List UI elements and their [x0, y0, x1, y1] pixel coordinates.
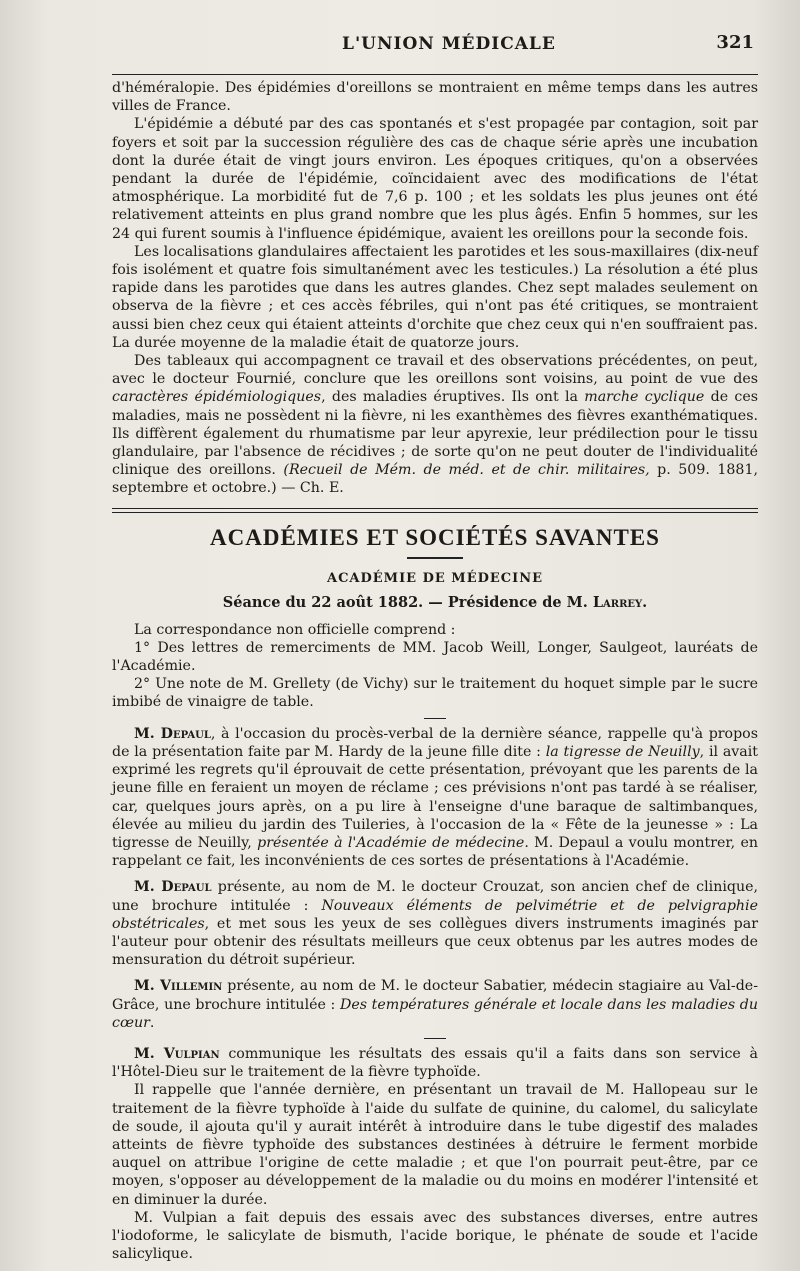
emphasis: présentée à l'Académie de médecine [257, 834, 525, 851]
villemin-paragraph [112, 977, 758, 1032]
text-span: Des tableaux qui accompagnent ce travail et des observations précédentes, on peut, avec le docteur Fournié, conclure que les oreillons sont voisins, au point de vue des [112, 353, 758, 388]
reference: (Recueil de Mém. de méd. et de chir. militaires, [283, 462, 650, 479]
text-span: de ces maladies, mais ne possèdent ni la fièvre, ni les exanthèmes des fièvres exanthématiques. Ils diffèrent également du rhumatisme par leur apyrexie, leur prédilection pour le tissu glandulaire, par l'absence de récidives ; de sorte qu'on ne peut douter de l'individualité clinique des oreillons. [112, 389, 759, 479]
text-span: , à l'occasion du procès-verbal de la dernière séance, rappelle qu'à propos de la présentation faite par M. Hardy de la jeune fille dite : [112, 725, 759, 760]
title-rule [407, 557, 463, 559]
small-divider [424, 1038, 446, 1039]
intro-paragraph-1: d'héméralopie. Des épidémies d'oreillons se montraient en même temps dans les autres villes de France. [112, 80, 758, 115]
emphasis: Des températures générale et locale dans les maladies du cœur [112, 996, 759, 1031]
vulpian-paragraph-3: M. Vulpian a fait depuis des essais avec des substances diverses, entre autres l'iodoforme, le salicylate de bismuth, l'acide borique, le phénate de soude et l'acide salicylique. [112, 1209, 758, 1263]
text-span: . [149, 1014, 155, 1031]
section-divider [112, 508, 758, 513]
intro-paragraph-3: Les localisations glandulaires affectaient les parotides et les sous-maxillaires (dix-neuf fois isolément et quatre fois simultanément avec les testicules.) La résolution a été plus rapide dans les parotides que dans les autres glandes. Chez sept malades seulement on observa de la fièvre ; et ces accès fébriles, qui n'ont pas été critiques, se montraient aussi bien chez ceux qui étaient atteints d'orchite que chez ceux qui n'en souffraient pas. La durée moyenne de la maladie était de quatorze jours. [112, 243, 758, 351]
subsection-title: ACADÉMIE DE MÉDECINE [326, 570, 543, 586]
president-name: Larrey [592, 593, 643, 611]
emphasis: marche cyclique [584, 389, 705, 406]
speaker-name: M. Depaul [134, 725, 211, 742]
text-span: p. 509. 1881, septembre et octobre.) — Ch. E. [112, 462, 758, 497]
page-header [112, 28, 758, 62]
text-span: . [642, 593, 648, 611]
speaker-name: M. Vulpian [134, 1045, 220, 1062]
text-span: Séance du 22 août 1882. — Présidence de M. [222, 593, 593, 611]
emphasis: Nouveaux éléments de pelvimétrie et de pelvigraphie obstétricales [112, 897, 758, 932]
small-divider [424, 718, 446, 719]
header-rule [112, 74, 758, 75]
speaker-name: M. Villemin [134, 978, 223, 995]
correspondance-intro: La correspondance non officielle comprend : [134, 621, 456, 638]
correspondance-item-1: 1° Des lettres de remerciments de MM. Jacob Weill, Longer, Saulgeot, lauréats de l'Académie. [112, 639, 758, 675]
vulpian-paragraph-1 [112, 1045, 758, 1081]
running-title: L'UNION MÉDICALE [342, 34, 556, 54]
text-span: . M. Depaul a voulu montrer, en rappelant ce fait, les inconvénients de ces sortes de présentations à l'Académie. [112, 834, 759, 870]
text-span: , et met sous les yeux de ses collègues divers instruments imaginés par l'auteur pour obtenir des résultats meilleurs que ceux obtenus par les autres modes de mensuration du détroit supérieur. [112, 915, 758, 969]
page-number: 321 [716, 32, 754, 53]
vulpian-paragraph-2: Il rappelle que l'année dernière, en présentant un travail de M. Hallopeau sur le traitement de la fièvre typhoïde à l'aide du sulfate de quinine, du calomel, du salicylate de soude, il ajouta qu'il y aurait intérêt à introduire dans le tube digestif des malades atteints de fièvre typhoïde des substances destinées à détruire le ferment morbide auquel on attribue l'origine de cette maladie ; et que l'on pourrait peut-être, par ce moyen, s'opposer au développement de la maladie ou du moins en modérer l'intensité et en diminuer la durée. [112, 1082, 758, 1208]
emphasis: caractères épidémiologiques [112, 389, 322, 406]
text-span: présente, au nom de M. le docteur Crouzat, son ancien chef de clinique, une brochure intitulée : [112, 879, 758, 914]
text-span: , il avait exprimé les regrets qu'il éprouvait de cette présentation, prévoyant que les parents de la jeune fille en feraient un moyen de réclame ; ces prévisions n'ont pas tardé à se réaliser, car, quelques jours après, on a pu lire à l'enseigne d'une baraque de saltimbanques, élevée au milieu du jardin des Tuileries, à l'occasion de la « Fête de la jeunesse » : La tigresse de Neuilly, [112, 743, 758, 851]
intro-paragraph-4 [112, 352, 758, 498]
seance-line [112, 594, 758, 611]
correspondance-item-2: 2° Une note de M. Grellety (de Vichy) sur le traitement du hoquet simple par le sucre imbibé de vinaigre de table. [112, 676, 758, 711]
intro-paragraph-2: L'épidémie a débuté par des cas spontanés et s'est propagée par contagion, soit par foyers et soit par la succession régulière des cas de chaque série après une incubation dont la durée était de vingt jours environ. Les époques critiques, qu'on a observées pendant la durée de l'épidémie, coïncidaient avec des modifications de l'état atmosphérique. La morbidité fut de 7,6 p. 100 ; et les soldats les plus jeunes ont été relativement atteints en plus grand nombre que les plus âgés. Enfin 5 hommes, sur les 24 qui furent soumis à l'influence épidémique, avaient les oreillons pour la seconde fois. [112, 116, 758, 242]
depaul-paragraph-2 [112, 878, 758, 969]
text-span: présente, au nom de M. le docteur Sabatier, médecin stagiaire au Val-de-Grâce, une brochure intitulée : [112, 978, 758, 1013]
text-span: , des maladies éruptives. Ils ont la [321, 389, 585, 406]
emphasis: la tigresse de Neuilly [545, 743, 700, 760]
section-title: ACADÉMIES ET SOCIÉTÉS SAVANTES [210, 524, 660, 550]
speaker-name: M. Depaul [134, 879, 212, 896]
text-span: communique les résultats des essais qu'il a faits dans son service à l'Hôtel-Dieu sur le traitement de la fièvre typhoïde. [112, 1045, 758, 1081]
depaul-paragraph-1 [112, 725, 758, 871]
